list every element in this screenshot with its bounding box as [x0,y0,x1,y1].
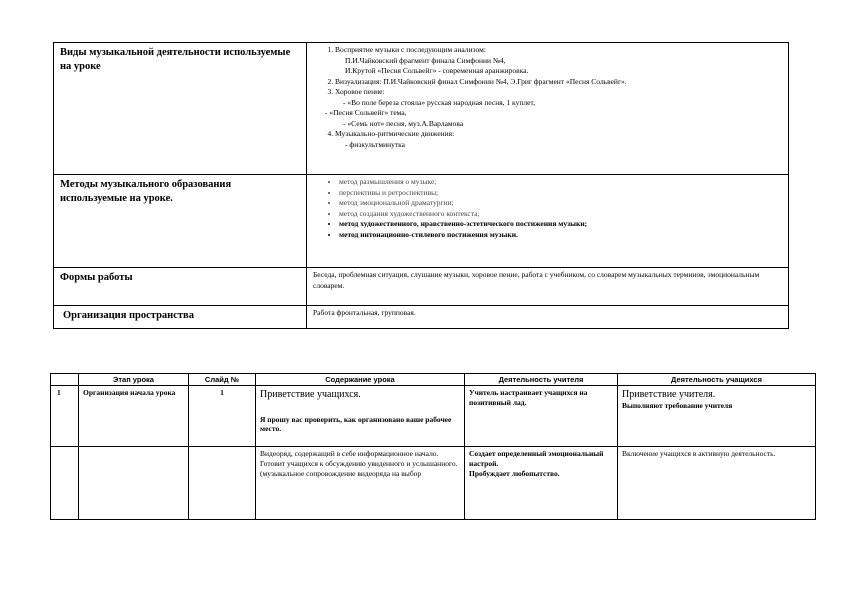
header-content: Содержание урока [256,374,465,386]
students-main: Приветствие учителя. [622,389,716,400]
header-slide: Слайд № [189,374,256,386]
lesson-info-table [53,42,789,329]
activity-line: - «Семь нот» песня, муз.А.Варламова [343,118,464,128]
row-number: 1 [51,386,79,447]
forms-value: Беседа, проблемная ситуация, слушание музыки, хоровое пение, работа с учебником, со словарем музыкальных терминов, эмоциональным словарем. [307,268,789,306]
header-teacher: Деятельность учителя [465,374,618,386]
activities-label: Виды музыкальной деятельности используемые на уроке [54,43,307,175]
row-content: Видеоряд, содержащий в себе информационное начало. Готовит учащихся к обсуждению увиденного и услышанного. (музыкальное сопровождение видеоряда на выбор [256,447,465,520]
activity-item [335,77,782,88]
row-teacher: Учитель настраивает учащихся на позитивный лад. [465,386,618,447]
activity-item [325,87,782,129]
method-item: • метод размышления о музыке; [339,177,782,188]
table-row [51,447,816,520]
row-students [618,386,816,447]
content-small: Я прошу вас проверить, как организовано ваше рабочее место. [260,415,452,433]
activity-line: - «Песня Сольвейг» тема, [325,108,407,117]
method-item: • метод художественного, нравственно-эстетического постижения музыки; [339,219,782,230]
content-main: Приветствие учащихся. [260,389,361,400]
activity-item [335,129,782,150]
row-slide: 1 [189,386,256,447]
methods-list [313,177,782,240]
activity-item [335,45,782,77]
activity-title: Восприятие музыки с последующим анализом: [335,45,486,54]
row-teacher [465,447,618,520]
activity-line: - «Во поле береза стояла» русская народная песня, 1 куплет, [343,97,536,107]
method-item: • метод создания художественного контекста; [339,209,782,220]
method-item: • метод эмоциональной драматургии; [339,198,782,209]
space-label: Организация пространства [54,306,307,329]
activity-title: Хоровое пение: [335,87,385,96]
space-value: Работа фронтальная, групповая. [307,306,789,329]
row-number [51,447,79,520]
forms-label: Формы работы [54,268,307,306]
methods-label: Методы музыкального образования используемые на уроке. [54,175,307,268]
activities-list [313,45,782,150]
activity-title: Визуализация: П.И.Чайковский финал Симфонии №4, Э.Григ фрагмент «Песня Сольвейг». [335,76,627,86]
header-row [51,374,816,386]
activity-title: Музыкально-ритмические движения: [335,129,455,138]
activity-line: - физкультминутка [345,139,405,149]
row-stage [79,447,189,520]
method-item: • метод интонационно-стилевого постижения музыки. [339,230,782,241]
header-num [51,374,79,386]
activities-row [54,43,789,175]
lesson-plan-table [50,373,816,520]
space-row [54,306,789,329]
methods-cell [307,175,789,268]
activity-line: И.Крутой «Песня Сольвейг» - современная аранжировка. [345,66,529,75]
students-small: Выполняют требование учителя [622,401,733,410]
activity-line: П.И.Чайковский фрагмент финала Симфонии №4, [345,55,506,65]
row-slide [189,447,256,520]
row-stage: Организация начала урока [79,386,189,447]
row-content [256,386,465,447]
header-students: Деятельность учащихся [618,374,816,386]
table-row [51,386,816,447]
teacher-line: Пробуждает любопытство. [469,469,560,478]
method-item: • перспективы и ретроспективы; [339,188,782,199]
activities-cell [307,43,789,175]
teacher-line: Создает определенный эмоциональный настрой. [469,449,604,468]
header-stage: Этап урока [79,374,189,386]
methods-row [54,175,789,268]
row-students: Включение учащихся в активную деятельность. [618,447,816,520]
forms-row [54,268,789,306]
